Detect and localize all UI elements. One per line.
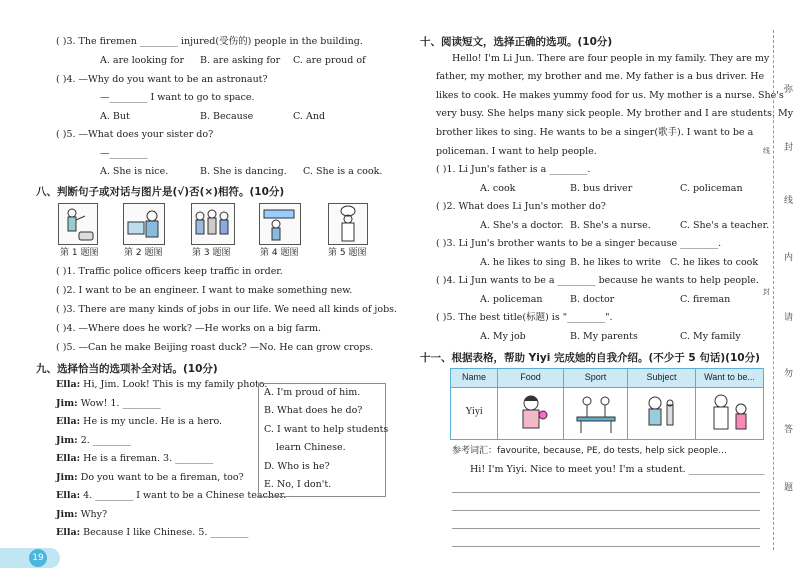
side-small-1: 线 <box>763 147 770 155</box>
passage-line-5: brother likes to sing. He wants to be a singer(歌手). I want to be a <box>436 127 754 138</box>
side-char-2: 封 <box>784 143 794 153</box>
dialog-line-3: Ella: He is my uncle. He is a hero. <box>56 416 223 427</box>
passage-line-4: very busy. She helps many sick people. My brother and I are students. My <box>436 108 794 119</box>
writing-line-4 <box>452 546 760 547</box>
picture-traffic-police <box>58 203 98 245</box>
side-char-7: 答 <box>784 425 794 435</box>
sec8-item-2: ( )2. I want to be an engineer. I want to make something new. <box>56 285 353 296</box>
option-c: C. I want to help students <box>264 424 389 435</box>
passage-line-1: Hello! I'm Li Jun. There are four people in my family. They are my <box>452 53 770 64</box>
dialog-line-1: Ella: Hi, Jim. Look! This is my family photo. <box>56 379 268 390</box>
side-char-5: 请 <box>784 313 794 323</box>
option-b: B. What does he do? <box>264 405 363 416</box>
writing-start-line: Hi! I'm Yiyi. Nice to meet you! I'm a student. ________________ <box>470 464 765 475</box>
picture-engineer <box>123 203 165 245</box>
seal-line <box>773 30 774 550</box>
side-char-6: 勿 <box>784 369 794 379</box>
option-e: E. No, I don't. <box>264 479 332 490</box>
passage-line-6: policeman. I want to help people. <box>436 146 597 157</box>
section-8-title: 八、判断句子或对话与图片是(√)否(×)相符。(10分) <box>36 186 285 198</box>
side-char-1: 弥 <box>784 85 794 95</box>
pic-caption-3: 第 3 题图 <box>192 248 231 258</box>
reference-words: 参考词汇：favourite, because, PE, do tests, help sick people... <box>452 446 727 456</box>
writing-line-1 <box>452 492 760 493</box>
option-a: A. I'm proud of him. <box>264 387 361 398</box>
picture-chef <box>328 203 368 245</box>
writing-line-3 <box>452 528 760 529</box>
dialog-line-2: Jim: Wow! 1. ________ <box>56 398 161 409</box>
section-11-title: 十一、根据表格，帮助 Yiyi 完成她的自我介绍。(不少于 5 句话)(10分) <box>420 352 760 364</box>
dialog-line-5: Ella: He is a fireman. 3. ________ <box>56 453 214 464</box>
pic-caption-4: 第 4 题图 <box>260 248 299 258</box>
passage-line-2: father, my mother, my brother and me. My father is a bus driver. He <box>436 71 765 82</box>
page-number: 19 <box>29 549 47 567</box>
pic-caption-2: 第 2 题图 <box>124 248 163 258</box>
q4-answer-line: —________ I want to go to space. <box>100 92 255 103</box>
want-to-be-illustration <box>705 391 755 435</box>
q5-line: ( )5. —What does your sister do? <box>56 129 214 140</box>
table-header-sport: Sport <box>584 372 607 382</box>
reading-q4: ( )4. Li Jun wants to be a ________ because he wants to help people. <box>436 275 759 286</box>
reading-q1: ( )1. Li Jun's father is a ________. <box>436 164 591 175</box>
subject-illustration <box>639 391 685 435</box>
side-char-3: 线 <box>784 196 794 206</box>
section-9-title: 九、选择恰当的选项补全对话。(10分) <box>36 363 218 375</box>
side-char-8: 题 <box>784 483 794 493</box>
dialog-line-8: Jim: Why? <box>56 509 108 520</box>
table-cell-name: Yiyi <box>465 406 483 417</box>
table-header-want-to-be: Want to be... <box>704 372 755 382</box>
dialog-line-6: Jim: Do you want to be a fireman, too? <box>56 472 244 483</box>
option-d: D. Who is he? <box>264 461 330 472</box>
reading-q5: ( )5. The best title(标题) is "________". <box>436 312 613 323</box>
reading-q2: ( )2. What does Li Jun's mother do? <box>436 201 606 212</box>
sec8-item-3: ( )3. There are many kinds of jobs in our life. We need all kinds of jobs. <box>56 304 398 315</box>
q5-answer-line: —________ <box>100 148 148 159</box>
sec8-item-1: ( )1. Traffic police officers keep traffic in order. <box>56 266 283 277</box>
table-header-name: Name <box>461 372 486 382</box>
writing-line-2 <box>452 510 760 511</box>
pic-caption-1: 第 1 题图 <box>60 248 99 258</box>
table-header-food: Food <box>520 372 541 382</box>
passage-line-3: likes to cook. He makes yummy food for us. My mother is a nurse. She's <box>436 90 784 101</box>
picture-many-jobs <box>191 203 235 245</box>
dialog-line-9: Ella: Because I like Chinese. 5. ________ <box>56 527 249 538</box>
q3-line: ( )3. The firemen ________ injured(受伤的) people in the building. <box>56 36 363 47</box>
sport-illustration <box>573 391 619 435</box>
picture-factory-worker <box>259 203 301 245</box>
table-header-subject: Subject <box>646 372 677 382</box>
pic-caption-5: 第 5 题图 <box>328 248 367 258</box>
side-small-2: 封 <box>763 288 770 296</box>
q4-line: ( )4. —Why do you want to be an astronaut? <box>56 74 268 85</box>
sec8-item-5: ( )5. —Can he make Beijing roast duck? —No. He can grow crops. <box>56 342 374 353</box>
side-char-4: 内 <box>784 253 794 263</box>
worksheet-page: ( )3. The firemen ________ injured(受伤的) people in the building. A. are looking for B. are asking for C. are proud of ( )4. —Why do you want to be an astronaut? —________ I want to go to space. A. But B. Because C. And ( )5. —What does your sister do? —________ A. She is nice. B. She is dancing. C. She is a cook. 八、判断句子或对话与图片是(√)否(×)相符。(10分) 第 1 题图 第 2 题图 第 3 题图 第 4 题图 第 5 题图 ( )1. Traffic police officers keep traffic in order. ( )2. I want to be an engineer. I want to make something new. ( )3. There are many kinds of jobs in our life. We need all kinds of jobs. ( )4. —Where does he work? —He works on a big farm. ( )5. —Can he make Beijing roast duck? —No. He can grow crops. 九、选择恰当的选项补全对话。(10分) Ella: Hi, Jim. Look! This is my family photo. Jim: Wow! 1. ________ Ella: He is my uncle. He is a hero. Jim: 2. ________ Ella: He is a fireman. 3. ________ Jim: Do you want to be a fireman, too? Ella: 4. ________ I want to be a Chinese teacher. Jim: Why? Ella: Because I like Chinese. 5. ________ A. I'm proud of him. B. What does he do? C. I want to help students learn Chinese. D. Who is he? E. No, I don't. 19 十、阅读短文，选择正确的选项。(10分) Hello! I'm Li Jun. There are four people in my family. They are my father, my mother, my brother and me. My father is a bus driver. He likes to cook. He makes yummy food for us. My mother is a nurse. She's very busy. She helps many sick people. My brother and I are students. My brother likes to sing. He wants to be a singer(歌手). I want to be a policeman. I want to help people. ( )1. Li Jun's father is a ________. A. cook B. bus driver C. policeman ( )2. What does Li Jun's mother do? A. She's a doctor. B. She's a nurse. C. She's a teacher. ( )3. Li Jun's brother wants to be a singer because ________. A. he likes to sing B. he likes to write C. he likes to cook ( )4. Li Jun wants to be a ________ because he wants to help people. A. policeman B. doctor C. fireman ( )5. The best title(标题) is "________". A. My job B. My parents C. My family 十一、根据表格，帮助 Yiyi 完成她的自我介绍。(不少于 5 句话)(10分) Name Food Sport Subject Want to be... Yiyi 参考词汇：favourite, because, PE, do tests, help sick people... Hi! I'm Yiyi. Nice to meet you! I'm a student. ________________ 弥 封 线 内 请 勿 答 题 线 封 <box>0 0 800 581</box>
food-illustration <box>511 391 551 435</box>
option-c-cont: learn Chinese. <box>276 442 346 453</box>
sec8-item-4: ( )4. —Where does he work? —He works on a big farm. <box>56 323 322 334</box>
reading-q3: ( )3. Li Jun's brother wants to be a singer because ________. <box>436 238 722 249</box>
section-10-title: 十、阅读短文，选择正确的选项。(10分) <box>420 36 613 48</box>
dialog-line-4: Jim: 2. ________ <box>56 435 131 446</box>
info-table <box>450 368 764 440</box>
dialog-line-7: Ella: 4. ________ I want to be a Chinese teacher. <box>56 490 287 501</box>
